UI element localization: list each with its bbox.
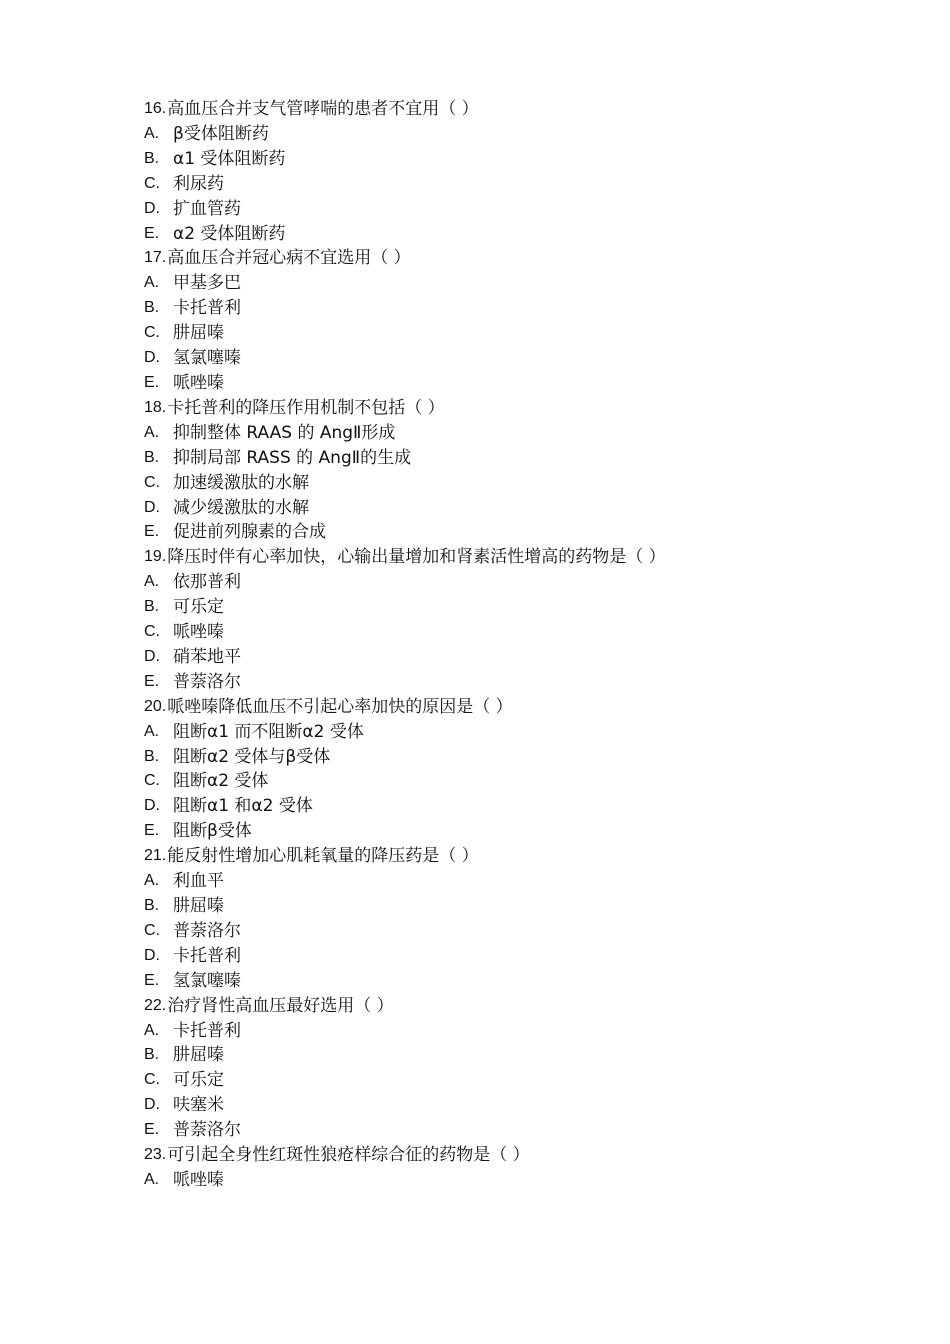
option-label: D. xyxy=(144,349,160,367)
option-line xyxy=(144,595,844,620)
question-line xyxy=(144,1143,844,1168)
option-text: 哌唑嗪 xyxy=(173,622,224,643)
option-text: α2 受体阻断药 xyxy=(173,223,286,244)
option-text: α1 受体阻断药 xyxy=(173,148,286,169)
option-text: 呋塞米 xyxy=(173,1095,224,1116)
option-label: C. xyxy=(144,174,160,192)
question-line xyxy=(144,695,844,720)
question-line xyxy=(144,97,844,122)
option-label: C. xyxy=(144,324,160,342)
option-text: 可乐定 xyxy=(173,1070,224,1091)
option-line xyxy=(144,271,844,296)
question-text: 高血压合并支气管哮喘的患者不宜用（ ） xyxy=(167,99,479,119)
option-line xyxy=(144,1068,844,1093)
option-label: E. xyxy=(144,1121,160,1139)
option-label: E. xyxy=(144,971,160,989)
option-line xyxy=(144,919,844,944)
option-line xyxy=(144,147,844,172)
question-text: 能反射性增加心肌耗氧量的降压药是（ ） xyxy=(167,846,479,867)
option-text: 甲基多巴 xyxy=(173,273,241,294)
question-line xyxy=(144,844,844,869)
option-line xyxy=(144,1019,844,1044)
option-text: 利尿药 xyxy=(173,173,224,194)
option-text: 氢氯噻嗪 xyxy=(173,348,241,369)
option-line xyxy=(144,421,844,446)
option-line xyxy=(144,645,844,670)
option-label: A. xyxy=(144,573,160,591)
question-number: 16. xyxy=(144,100,167,117)
option-text: 氢氯噻嗪 xyxy=(173,970,241,991)
option-label: B. xyxy=(144,897,160,914)
question-line xyxy=(144,396,844,421)
option-line xyxy=(144,1043,844,1068)
question-line xyxy=(144,545,844,570)
option-line xyxy=(144,720,844,745)
option-text: 肼屈嗪 xyxy=(173,323,224,344)
option-text: 利血平 xyxy=(173,871,224,892)
option-line xyxy=(144,969,844,994)
option-text: 卡托普利 xyxy=(173,945,241,966)
option-label: E. xyxy=(144,822,160,840)
option-text: 阻断α1 而不阻断α2 受体 xyxy=(173,721,364,742)
question-number: 22. xyxy=(144,996,167,1014)
question-text: 卡托普利的降压作用机制不包括（ ） xyxy=(167,397,445,418)
option-text: 哌唑嗪 xyxy=(173,1169,224,1190)
option-text: 加速缓激肽的水解 xyxy=(173,472,309,493)
option-text: 扩血管药 xyxy=(173,198,241,219)
option-label: E. xyxy=(144,373,160,391)
option-label: D. xyxy=(144,199,160,217)
question-text: 可引起全身性红斑性狼疮样综合征的药物是（ ） xyxy=(167,1145,530,1166)
option-label: D. xyxy=(144,797,160,815)
question-text: 降压时伴有心率加快，心输出量增加和肾素活性增高的药物是（ ） xyxy=(167,547,666,568)
option-line xyxy=(144,197,844,222)
option-line xyxy=(144,570,844,595)
question-line xyxy=(144,246,844,271)
option-line xyxy=(144,869,844,894)
question-line xyxy=(144,994,844,1019)
option-text: 依那普利 xyxy=(173,572,241,593)
question-number: 21. xyxy=(144,847,167,865)
option-line xyxy=(144,745,844,770)
option-label: A. xyxy=(144,124,160,142)
option-label: C. xyxy=(144,623,160,641)
question-number: 19. xyxy=(144,548,167,566)
option-text: 促进前列腺素的合成 xyxy=(173,522,326,543)
option-line xyxy=(144,944,844,969)
question-text: 哌唑嗪降低血压不引起心率加快的原因是（ ） xyxy=(167,696,513,717)
option-label: C. xyxy=(144,473,160,491)
option-label: A. xyxy=(144,274,160,292)
option-label: D. xyxy=(144,647,160,665)
option-line xyxy=(144,371,844,396)
option-line xyxy=(144,122,844,147)
option-label: B. xyxy=(144,1046,160,1064)
option-label: B. xyxy=(144,747,160,765)
option-text: 肼屈嗪 xyxy=(173,896,224,916)
option-line xyxy=(144,769,844,794)
option-line xyxy=(144,446,844,471)
option-text: 阻断α2 受体 xyxy=(173,771,269,792)
option-line xyxy=(144,172,844,197)
option-line xyxy=(144,894,844,919)
option-text: 抑制局部 RASS 的 AngⅡ的生成 xyxy=(173,447,412,468)
option-line xyxy=(144,1118,844,1143)
option-label: B. xyxy=(144,149,160,167)
option-line xyxy=(144,1093,844,1118)
option-label: E. xyxy=(144,523,160,541)
option-label: C. xyxy=(144,1071,160,1089)
option-text: 哌唑嗪 xyxy=(173,372,224,393)
option-text: 普萘洛尔 xyxy=(173,671,241,692)
option-label: A. xyxy=(144,1021,160,1039)
option-text: 减少缓激肽的水解 xyxy=(173,497,309,518)
question-number: 23. xyxy=(144,1146,167,1164)
option-line xyxy=(144,819,844,844)
option-label: B. xyxy=(144,598,160,616)
option-line xyxy=(144,471,844,496)
option-label: D. xyxy=(144,1096,160,1114)
option-text: 普萘洛尔 xyxy=(173,1120,241,1141)
option-label: A. xyxy=(144,1170,160,1188)
option-text: 卡托普利 xyxy=(173,1020,241,1041)
option-text: β受体阻断药 xyxy=(173,123,269,144)
option-text: 可乐定 xyxy=(173,597,224,618)
option-label: B. xyxy=(144,299,160,317)
option-label: A. xyxy=(144,872,160,890)
option-label: E. xyxy=(144,672,160,690)
option-text: 硝苯地平 xyxy=(173,646,241,667)
question-text: 高血压合并冠心病不宜选用（ ） xyxy=(167,248,411,269)
option-label: E. xyxy=(144,224,160,242)
option-text: 卡托普利 xyxy=(173,298,241,319)
option-line xyxy=(144,346,844,371)
option-line xyxy=(144,321,844,346)
option-line xyxy=(144,296,844,321)
option-label: C. xyxy=(144,772,160,790)
question-number: 18. xyxy=(144,398,167,416)
option-line xyxy=(144,520,844,545)
question-text: 治疗肾性高血压最好选用（ ） xyxy=(167,995,394,1016)
option-line xyxy=(144,794,844,819)
option-text: 抑制整体 RAAS 的 AngⅡ形成 xyxy=(173,422,396,443)
question-list xyxy=(144,97,844,1193)
option-text: 阻断α1 和α2 受体 xyxy=(173,796,313,817)
question-number: 17. xyxy=(144,249,167,267)
option-text: 普萘洛尔 xyxy=(173,920,241,941)
option-label: D. xyxy=(144,946,160,964)
option-line xyxy=(144,620,844,645)
option-line xyxy=(144,222,844,247)
option-text: 阻断β受体 xyxy=(173,821,252,842)
question-number: 20. xyxy=(144,697,167,715)
option-text: 阻断α2 受体与β受体 xyxy=(173,746,331,767)
option-label: A. xyxy=(144,722,160,740)
option-line xyxy=(144,1168,844,1193)
option-text: 肼屈嗪 xyxy=(173,1045,224,1066)
option-line xyxy=(144,670,844,695)
option-label: B. xyxy=(144,448,160,466)
option-line xyxy=(144,496,844,521)
option-label: D. xyxy=(144,498,160,516)
option-label: A. xyxy=(144,423,160,441)
option-label: C. xyxy=(144,921,160,939)
